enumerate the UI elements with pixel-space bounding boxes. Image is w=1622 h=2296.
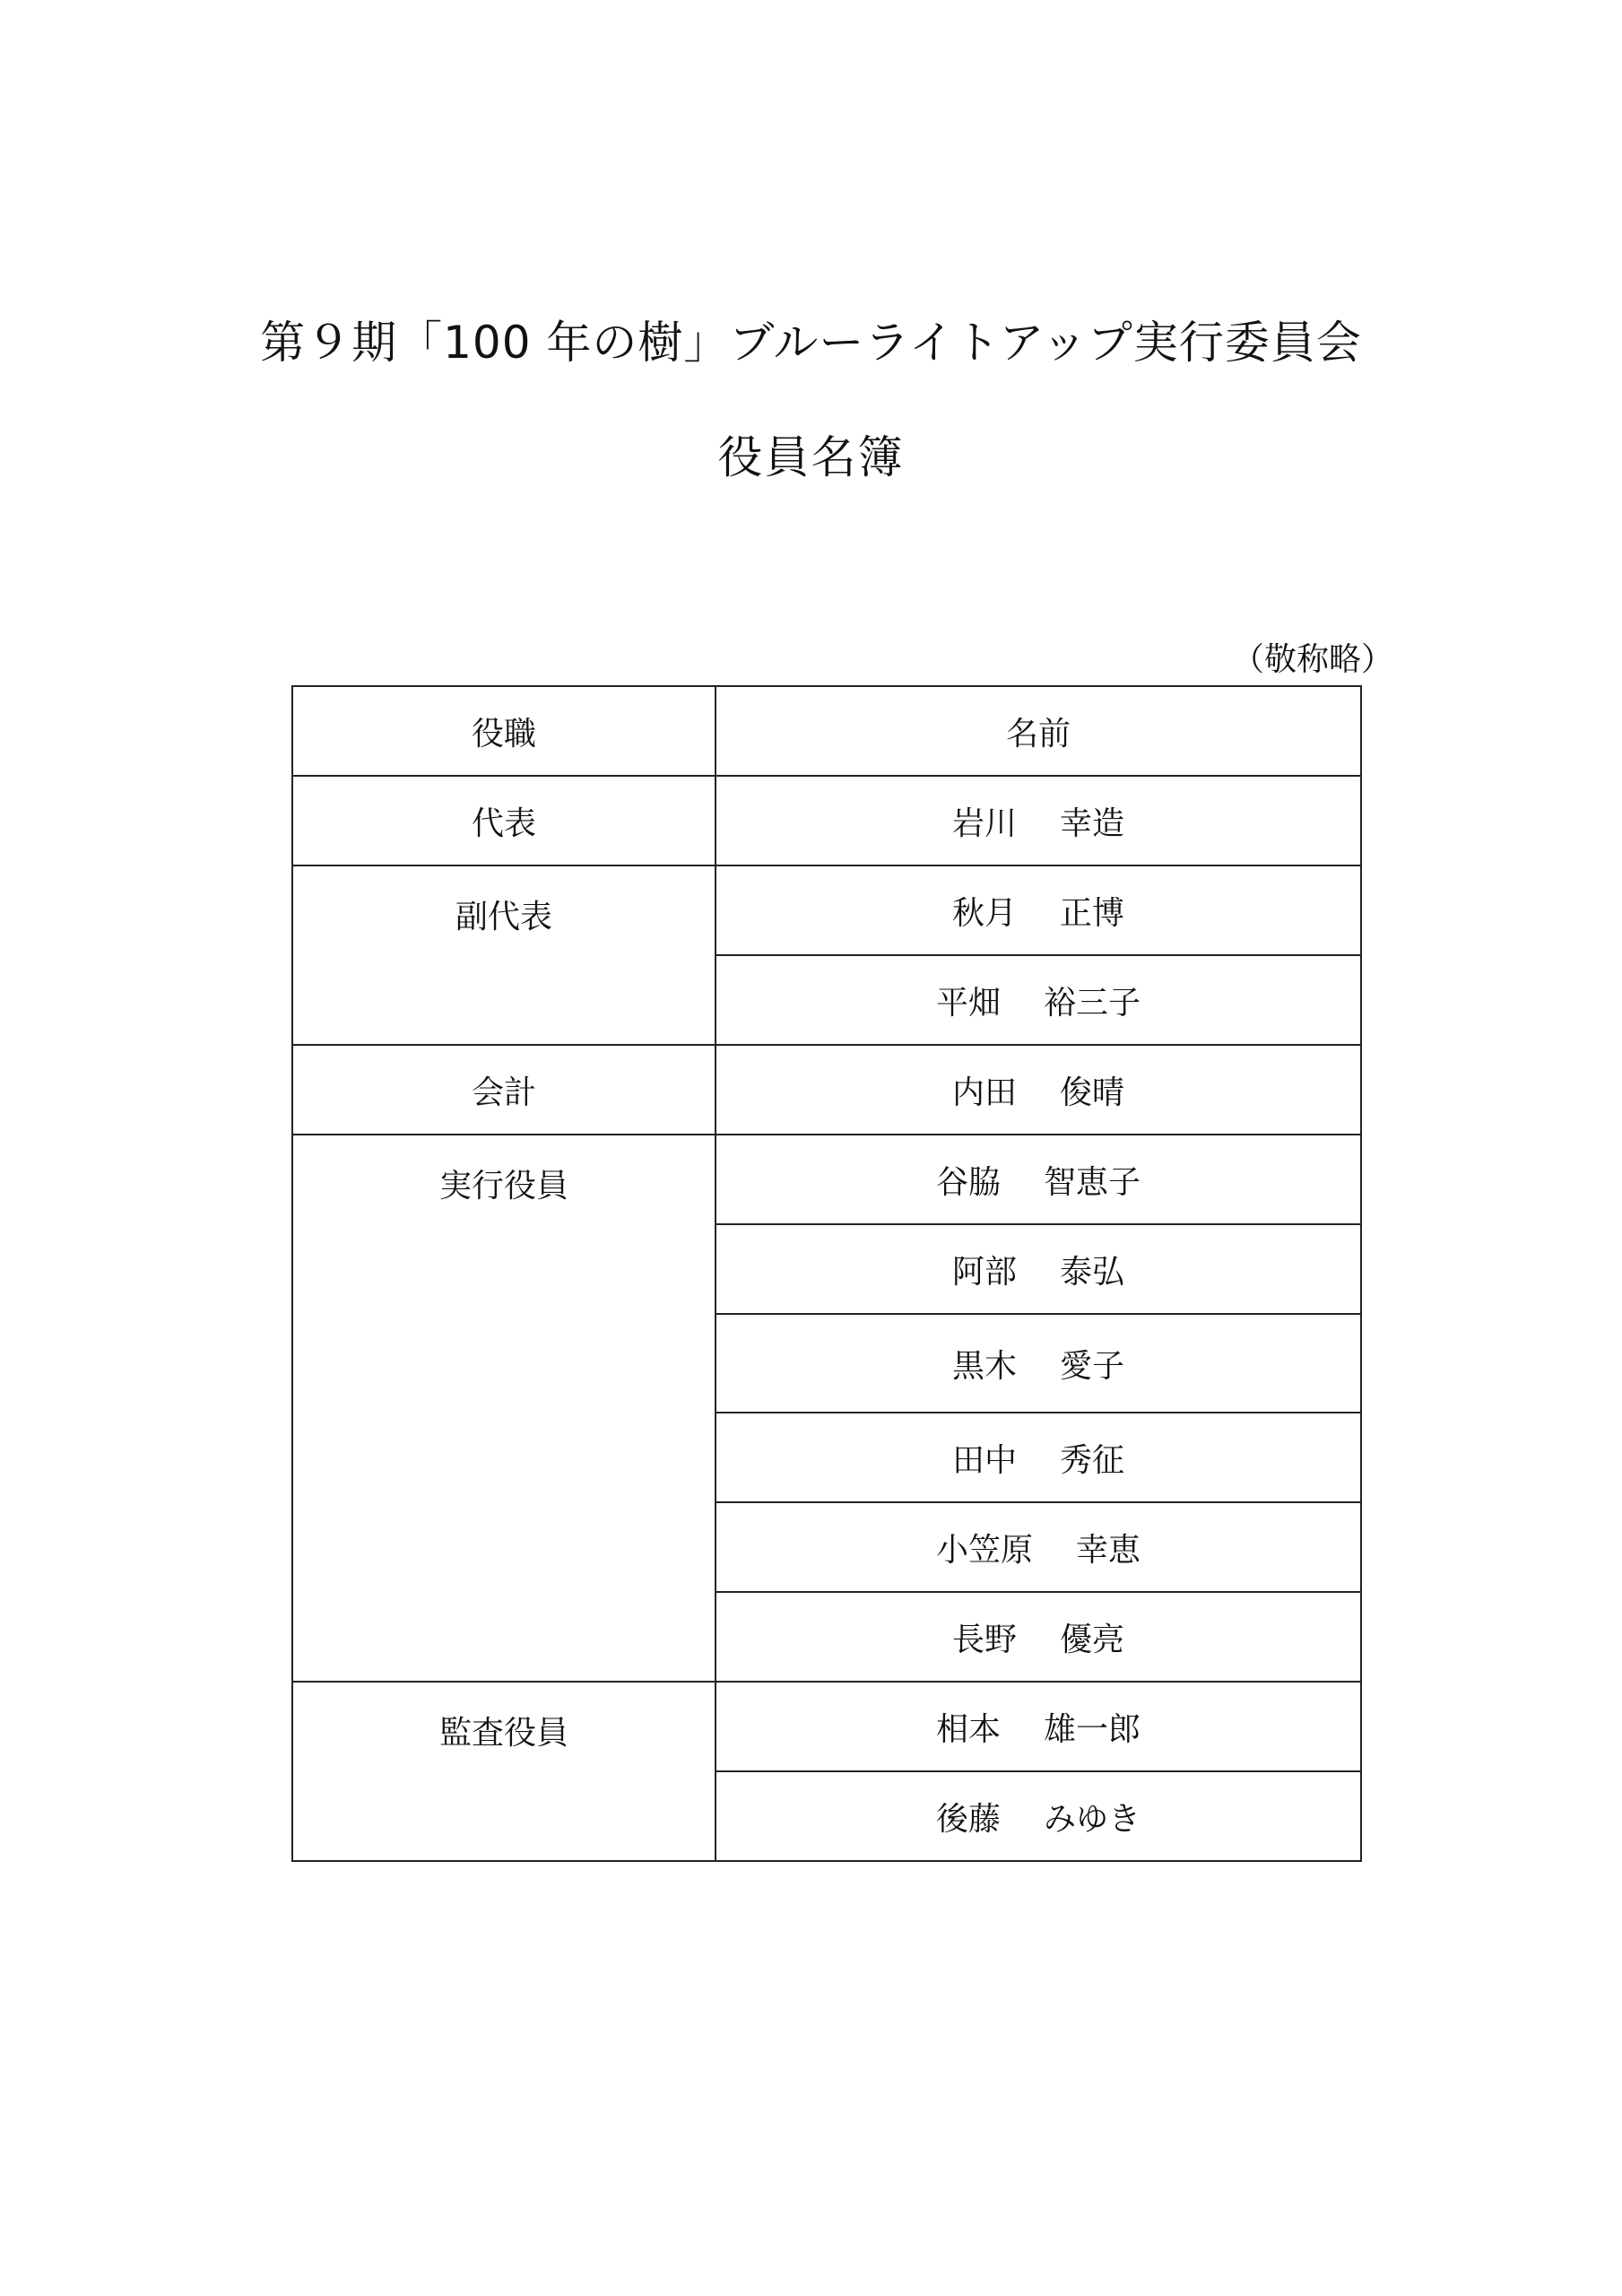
officer-roster-table — [291, 685, 1362, 1862]
name-cell — [716, 1314, 1361, 1413]
family-name: 秋月 — [951, 894, 1017, 932]
given-name: 泰弘 — [1060, 1253, 1125, 1291]
given-name: 幸造 — [1060, 804, 1125, 842]
header-role: 役職 — [292, 686, 716, 776]
table-row — [292, 776, 1361, 865]
family-name: 阿部 — [951, 1253, 1017, 1291]
honorific-note: （敬称略） — [1231, 641, 1393, 678]
table-row — [292, 1135, 1361, 1224]
given-name: 愛子 — [1060, 1347, 1125, 1385]
table-row — [292, 1045, 1361, 1135]
family-name: 長野 — [951, 1621, 1017, 1658]
name-cell — [716, 776, 1361, 865]
family-name: 田中 — [951, 1441, 1017, 1479]
role-cell: 監査役員 — [292, 1682, 716, 1861]
given-name: 秀征 — [1060, 1441, 1125, 1479]
name-cell — [716, 1502, 1361, 1592]
family-name: 谷脇 — [935, 1163, 1001, 1201]
family-name: 後藤 — [935, 1800, 1001, 1838]
name-cell — [716, 1592, 1361, 1682]
role-cell: 実行役員 — [292, 1135, 716, 1682]
header-name: 名前 — [716, 686, 1361, 776]
given-name: 智恵子 — [1044, 1163, 1141, 1201]
name-cell — [716, 1771, 1361, 1861]
family-name: 内田 — [951, 1074, 1017, 1111]
family-name: 平畑 — [935, 984, 1001, 1022]
given-name: 俊晴 — [1060, 1074, 1125, 1111]
name-cell — [716, 1224, 1361, 1314]
table-body — [292, 776, 1361, 1861]
name-cell — [716, 1413, 1361, 1502]
name-cell — [716, 1135, 1361, 1224]
given-name: 幸恵 — [1076, 1531, 1141, 1569]
given-name: 優亮 — [1060, 1621, 1125, 1658]
document-title: 第９期「100 年の樹」ブルーライトアップ実行委員会 — [260, 317, 1362, 369]
document-subtitle: 役員名簿 — [717, 431, 905, 483]
name-cell — [716, 865, 1361, 955]
given-name: みゆき — [1044, 1800, 1141, 1838]
given-name: 雄一郎 — [1044, 1710, 1141, 1748]
family-name: 相本 — [935, 1710, 1001, 1748]
table-row — [292, 1682, 1361, 1771]
name-cell — [716, 1045, 1361, 1135]
role-cell: 会計 — [292, 1045, 716, 1135]
name-cell — [716, 1682, 1361, 1771]
family-name: 小笠原 — [935, 1531, 1033, 1569]
given-name: 裕三子 — [1044, 984, 1141, 1022]
table-header-row — [292, 686, 1361, 776]
family-name: 黒木 — [951, 1347, 1017, 1385]
role-cell: 代表 — [292, 776, 716, 865]
role-cell: 副代表 — [292, 865, 716, 1045]
family-name: 岩川 — [951, 804, 1017, 842]
name-cell — [716, 955, 1361, 1045]
table-row — [292, 865, 1361, 955]
given-name: 正博 — [1060, 894, 1125, 932]
